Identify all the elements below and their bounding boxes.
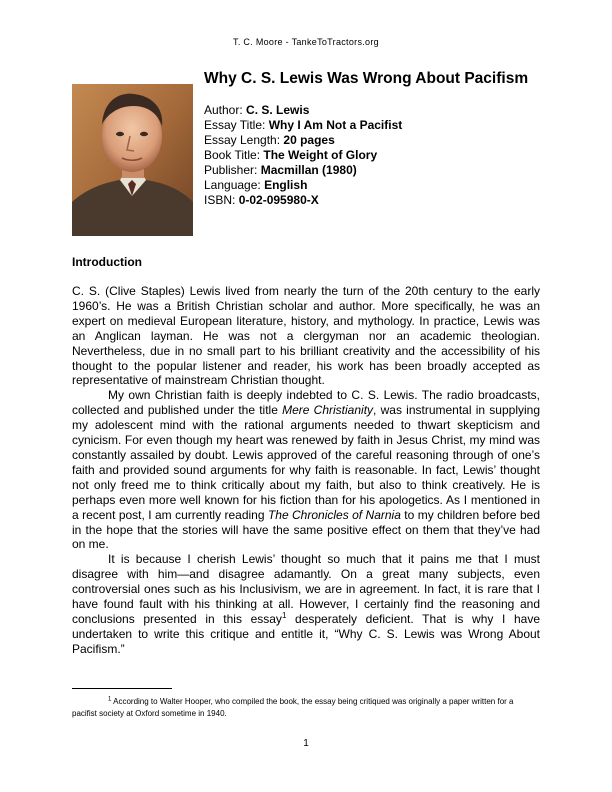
page-number: 1 (303, 738, 309, 749)
section-heading-introduction: Introduction (72, 255, 142, 269)
paragraph-1: C. S. (Clive Staples) Lewis lived from nearly the turn of the 20th century to the early 1960’s. He was a British Christian scholar and author. More specifically, he was an expert on medieval European literature, history, and mythology. In practice, Lewis was an Anglican layman. He was not a clergyman nor an academic theologian. Nevertheless, due in no small part to his brilliant creativity and the accessibility of his thought to the popular listener and reader, his work has been broadly accepted as representative of mainstream Christian thought. (72, 284, 540, 388)
book-title-chronicles-of-narnia: The Chronicles of Narnia (267, 507, 401, 522)
book-metadata (204, 103, 402, 208)
page-title: Why C. S. Lewis Was Wrong About Pacifism (204, 70, 529, 87)
footnote-text: According to Walter Hooper, who compiled the book, the essay being critiqued was originally a paper written for a pacifist society at Oxford sometime in 1940. (72, 697, 514, 718)
essay-body (72, 284, 540, 657)
meta-language: Language: English (204, 178, 308, 192)
book-title-mere-christianity: Mere Christianity (282, 403, 374, 418)
meta-book-title: Book Title: The Weight of Glory (204, 148, 378, 162)
paragraph-2: My own Christian faith is deeply indebted to C. S. Lewis. The radio broadcasts, collected and published under the title Mere Christianity, was instrumental in supplying my adolescent mind with the rational arguments needed to thwart skepticism and cynicism. For even though my heart was renewed by faith in Jesus Christ, my mind was constantly assailed by doubt. Lewis approved of the careful reasoning through of one’s faith and provided sound arguments for why faith is reasonable. In fact, Lewis’ thought not only freed me to think critically about my faith, but also to think creatively. He is perhaps even more well known for his fiction than for his apologetics. As I mentioned in a recent post, I am currently reading The Chronicles of Narnia to my children before bed in the hope that the stories will have the same positive effect on them that they’ve had on me. (72, 388, 540, 552)
footnote-reference[interactable]: 1 (281, 610, 287, 620)
footnote-marker: 1 (108, 696, 112, 703)
meta-author: Author: C. S. Lewis (204, 103, 310, 117)
page-header: T. C. Moore - TankeToTractors.org (233, 37, 379, 47)
meta-essay-title: Essay Title: Why I Am Not a Pacifist (204, 118, 403, 132)
footnote (72, 696, 540, 719)
author-portrait (72, 84, 193, 236)
paragraph-3: It is because I cherish Lewis’ thought so much that it pains me that I must disagree with him—and disagree adamantly. On a great many subjects, even controversial ones such as his Inclusivism, we are in agreement. In fact, it is rare that I have found fault with his thinking at all. However, I certainly find the reasoning and conclusions presented in this essay$^1$ desperately deficient. That is why I have undertaken to write this critique and entitle it, “Why C. S. Lewis was Wrong About Pacifism.” (72, 552, 540, 656)
footnote-divider (72, 688, 172, 689)
meta-isbn: ISBN: 0-02-095980-X (204, 193, 319, 207)
meta-publisher: Publisher: Macmillan (1980) (204, 163, 357, 177)
meta-essay-length: Essay Length: 20 pages (204, 133, 335, 147)
